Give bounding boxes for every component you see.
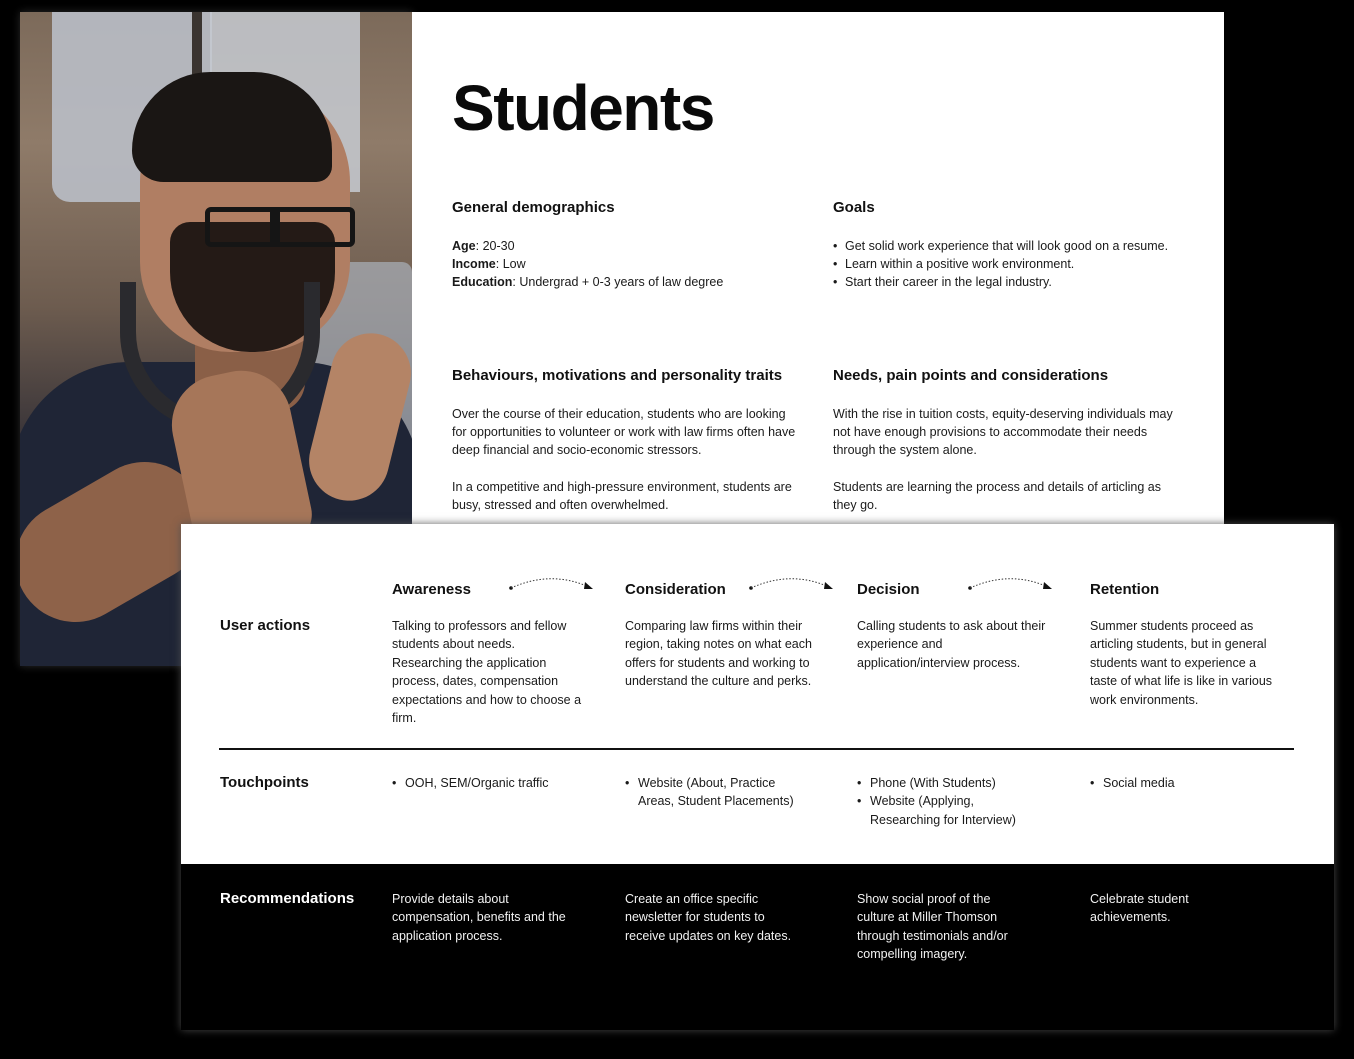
recommendation-awareness: Provide details about compensation, benefits and the application process.: [392, 892, 566, 943]
photo-hair: [132, 72, 332, 182]
paragraph: Over the course of their education, students who are looking for opportunities to volunteer or work with law firms often have deep financial and socio-economic stressors.: [452, 407, 796, 458]
row-divider: [219, 748, 1294, 750]
list-item: • Get solid work experience that will look good on a resume.: [833, 237, 1183, 255]
goals-list: [833, 237, 1183, 292]
persona-profile-card: [412, 12, 1224, 532]
recommendation-consideration: Create an office specific newsletter for students to receive updates on key dates.: [625, 892, 792, 943]
goals-section: [833, 199, 1183, 292]
field-value: : 20-30: [475, 239, 515, 253]
paragraph: Students are learning the process and details of articling as they go.: [833, 479, 1161, 512]
field-label: Age: [452, 239, 476, 253]
touchpoints-consideration: [625, 774, 810, 811]
row-label-recommendations: Recommendations: [220, 890, 355, 907]
field-value: : Low: [495, 257, 526, 272]
user-action-retention: Summer students proceed as articling students, but in general students want to experience a taste of what life is like in various work environments.: [1090, 619, 1273, 707]
row-label-user-actions: User actions: [220, 617, 311, 634]
field-label: Income: [452, 257, 496, 272]
user-action-decision: Calling students to ask about their experience and application/interview process.: [857, 619, 1046, 670]
touchpoints-decision: [857, 774, 1027, 829]
section-heading: Needs, pain points and considerations: [833, 367, 1109, 384]
stage-consideration: Consideration: [625, 581, 726, 598]
list-item: • Social media: [1090, 774, 1285, 792]
section-heading: Goals: [833, 199, 875, 216]
list-item: • Website (Applying, Researching for Interview): [857, 792, 1027, 829]
stage-decision: Decision: [857, 581, 920, 598]
list-item: • Phone (With Students): [857, 774, 1027, 792]
behaviours-section: [452, 367, 802, 514]
paragraph: With the rise in tuition costs, equity-deserving individuals may not have enough provisions to accommodate their needs through the system alone.: [833, 407, 1173, 458]
list-item: • Learn within a positive work environment.: [833, 255, 1183, 273]
demographics-section: [452, 199, 802, 292]
row-label-touchpoints: Touchpoints: [220, 774, 309, 791]
touchpoints-awareness: [392, 774, 587, 792]
recommendation-decision: Show social proof of the culture at Miller Thomson through testimonials and/or compelling imagery.: [857, 892, 1008, 962]
stage-retention: Retention: [1090, 581, 1160, 598]
recommendation-retention: Celebrate student achievements.: [1090, 892, 1189, 925]
dotted-curved-arrow-icon: [747, 572, 837, 596]
needs-section: [833, 367, 1183, 514]
page-title: Students: [452, 72, 714, 144]
field-value: : Undergrad + 0-3 years of law degree: [512, 275, 724, 290]
list-item: • Website (About, Practice Areas, Student Placements): [625, 774, 810, 811]
field-label: Education: [452, 275, 513, 290]
list-item: • OOH, SEM/Organic traffic: [392, 774, 587, 792]
section-heading: Behaviours, motivations and personality traits: [452, 367, 783, 384]
journey-map-card: [181, 524, 1334, 1030]
dotted-curved-arrow-icon: [966, 572, 1056, 596]
demographic-field: [452, 273, 802, 291]
photo-glasses: [205, 207, 355, 247]
list-item: • Start their career in the legal industry.: [833, 273, 1183, 291]
demographic-field: [452, 255, 802, 273]
stage-awareness: Awareness: [392, 581, 471, 598]
user-action-consideration: Comparing law firms within their region, taking notes on what each offers for students and working to understand the culture and perks.: [625, 619, 812, 689]
paragraph: In a competitive and high-pressure environment, students are busy, stressed and often overwhelmed.: [452, 479, 792, 512]
demographic-field: [452, 237, 802, 255]
section-heading: General demographics: [452, 199, 615, 216]
dotted-curved-arrow-icon: [507, 572, 597, 596]
user-action-awareness: Talking to professors and fellow students about needs. Researching the application process, dates, compensation expectations and how to choose a firm.: [392, 619, 582, 726]
touchpoints-retention: [1090, 774, 1285, 792]
